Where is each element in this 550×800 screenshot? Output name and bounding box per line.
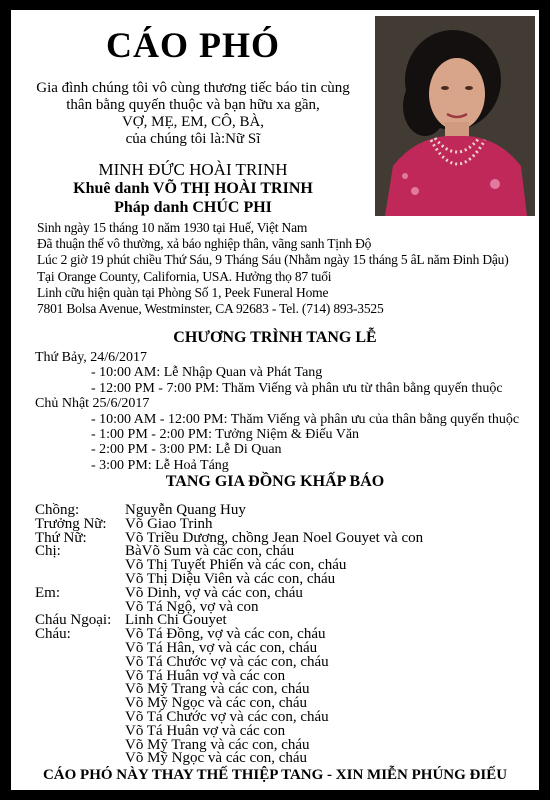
family-member: Võ Tá Chước vợ và các con, cháu [125, 653, 329, 670]
family-relation: Cháu Ngoại: [35, 612, 112, 629]
family-member: Võ Mỹ Ngọc và các con, cháu [125, 750, 308, 767]
family-row [35, 584, 535, 601]
family-relation [35, 711, 125, 725]
bio-line: Đã thuận thế vô thường, xả báo nghiệp thân, vãng sanh Tịnh Độ [37, 236, 372, 252]
family-member: Võ Tá Hân, vợ và các con, cháu [125, 639, 318, 656]
funeral-schedule [35, 350, 535, 473]
family-relation [35, 725, 125, 739]
biography [37, 220, 537, 317]
family-member: Võ Tá Huân vợ và các con [125, 722, 286, 739]
intro-line: thân bằng quyến thuộc và bạn hữu xa gần, [66, 97, 320, 113]
schedule-title: CHƯƠNG TRÌNH TANG LỄ [173, 329, 377, 346]
schedule-item: - 10:00 AM: Lễ Nhập Quan và Phát Tang [91, 365, 323, 381]
bio-line: Linh cữu hiện quàn tại Phòng Số 1, Peek Funeral Home [37, 284, 329, 300]
family-relation [35, 683, 125, 697]
family-relation: Thứ Nữ: [35, 529, 87, 546]
page-title: CÁO PHÓ [106, 25, 280, 65]
schedule-item: - 1:00 PM - 2:00 PM: Tưởng Niệm & Điếu Văn [91, 427, 360, 443]
schedule-item: - 10:00 AM - 12:00 PM: Thăm Viếng và phân ưu của thân bằng quyến thuộc [91, 411, 520, 427]
bio-line: Sinh ngày 15 tháng 10 năm 1930 tại Huế, Việt Nam [37, 220, 308, 235]
family-row [35, 504, 535, 518]
birth-name: Khuê danh VÕ THỊ HOÀI TRINH [73, 180, 313, 197]
schedule-day: Chủ Nhật 25/6/2017 [35, 396, 150, 412]
family-row [35, 752, 535, 766]
family-member: Võ Giao Trinh [125, 515, 213, 532]
family-member: BàVõ Sum và các con, cháu [125, 543, 295, 560]
family-relation [35, 739, 125, 753]
family-member: Võ Thị Tuyết Phiến và các con, cháu [125, 557, 347, 574]
family-member: Linh Chi Gouyet [125, 612, 227, 629]
pen-name: MINH ĐỨC HOÀI TRINH [98, 160, 288, 179]
family-relation: Cháu: [35, 626, 71, 643]
family-relation [35, 559, 125, 573]
family-member: Võ Tá Đồng, vợ và các con, cháu [125, 626, 326, 643]
family-list [35, 504, 535, 766]
bio-line: 7801 Bolsa Avenue, Westminster, CA 92683 - Tel. (714) 893-3525 [37, 301, 384, 317]
family-member: Nguyễn Quang Huy [125, 502, 246, 518]
bio-line: Tại Orange County, California, USA. Hưởng thọ 87 tuổi [37, 268, 332, 284]
family-relation: Chị: [35, 543, 61, 560]
family-relation: Chồng: [35, 502, 80, 518]
bio-line: Lúc 2 giờ 19 phút chiều Thứ Sáu, 9 Tháng Sáu (Nhằm ngày 15 tháng 5 âL năm Đinh Dậu) [37, 252, 509, 268]
schedule-item: - 12:00 PM - 7:00 PM: Thăm Viếng và phân ưu từ thân bằng quyến thuộc [91, 380, 503, 396]
footer-notice: CÁO PHÓ NÀY THAY THẾ THIỆP TANG - XIN MIỄN PHÚNG ĐIẾU [42, 767, 508, 783]
deceased-names [11, 160, 375, 217]
family-relation [35, 642, 125, 656]
intro-line: của chúng tôi là:Nữ Sĩ [125, 131, 261, 147]
family-member: Võ Thị Diệu Viên và các con, cháu [125, 570, 336, 587]
intro-line: Gia đình chúng tôi vô cùng thương tiếc báo tin cùng [36, 80, 350, 96]
schedule-day: Thứ Bảy, 24/6/2017 [35, 350, 148, 365]
family-member: Võ Tá Chước vợ và các con, cháu [125, 708, 329, 725]
intro-text [11, 80, 375, 148]
portrait-photo [375, 16, 535, 216]
family-member: Võ Mỹ Ngọc và các con, cháu [125, 695, 308, 712]
intro-line: VỢ, MẸ, EM, CÔ, BÀ, [121, 114, 265, 130]
family-member: Võ Mỹ Trang và các con, cháu [125, 736, 310, 753]
family-relation [35, 670, 125, 684]
family-member: Võ Dinh, vợ và các con, cháu [125, 584, 303, 601]
family-relation [35, 697, 125, 711]
family-relation: Trưởng Nữ: [35, 515, 107, 532]
schedule-item: - 2:00 PM - 3:00 PM: Lễ Di Quan [91, 442, 282, 458]
family-row [35, 708, 535, 725]
obituary-card [11, 10, 539, 790]
family-member: Võ Triều Dương, chồng Jean Noel Gouyet và con [125, 529, 424, 546]
dharma-name: Pháp danh CHÚC PHI [114, 199, 272, 216]
family-member: Võ Mỹ Trang và các con, cháu [125, 681, 310, 698]
family-member: Võ Tá Ngộ, vợ và con [125, 598, 259, 615]
family-row [35, 653, 535, 670]
family-relation: Em: [35, 584, 60, 601]
family-title: TANG GIA ĐỒNG KHẤP BÁO [165, 473, 385, 490]
schedule-item: - 3:00 PM: Lễ Hoả Táng [91, 457, 229, 473]
family-relation [35, 656, 125, 670]
family-member: Võ Tá Huân vợ và các con [125, 667, 286, 684]
family-relation [35, 752, 125, 766]
